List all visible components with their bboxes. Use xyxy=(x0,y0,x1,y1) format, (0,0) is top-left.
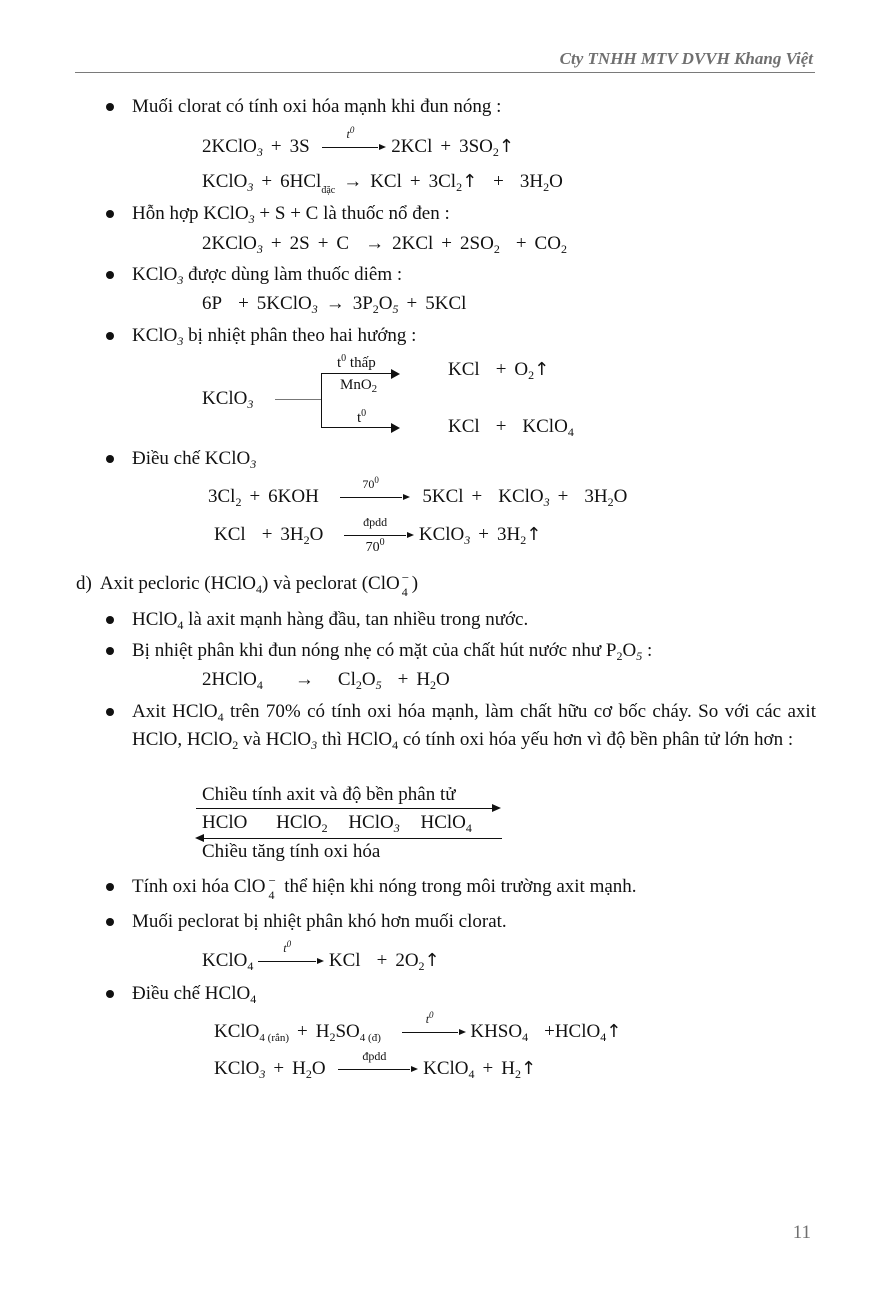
bullet-icon xyxy=(106,210,114,218)
acid-hclo: HClO xyxy=(202,812,248,833)
bullet-icon xyxy=(106,103,114,111)
bullet-icon xyxy=(106,990,114,998)
bullet-text: Điều chế KClO$_3$ xyxy=(132,448,257,471)
reaction-arrow: $70^0$ xyxy=(340,486,410,508)
bullet-icon xyxy=(106,647,114,655)
bullet-icon xyxy=(106,271,114,279)
bullet-icon xyxy=(106,616,114,624)
acid-hclo3: HClO$_3$ xyxy=(348,812,400,835)
gas-up-arrow-icon: ↑ xyxy=(462,171,478,192)
bullet-text: HClO$_4$ là axit mạnh hàng đầu, tan nhiều trong nước. xyxy=(132,609,529,632)
arrowhead-icon xyxy=(391,423,400,433)
equation-chlorate-sulfur: 2KClO$_3$ + 3S $t^0$ $2KCl + 3SO_2↑$ xyxy=(202,125,514,159)
equation-perchloric-decomposition: 2HClO$_4$ → $Cl_2O_5 + H_2O$ xyxy=(202,669,450,692)
reaction-arrow: đpdd $70^0$ xyxy=(344,524,414,546)
branch-catalyst: MnO$_2$ xyxy=(340,377,378,395)
equation-matches: 6P + 5KClO$_3$ → $3P_2O_5 + 5KCl$ xyxy=(202,293,467,316)
trend-top-label: Chiều tính axit và độ bền phân tử xyxy=(202,784,456,805)
page-number: 11 xyxy=(792,1222,811,1243)
bullet-text: Bị nhiệt phân khi đun nóng nhẹ có mặt của chất hút nước như $P_2O_5$ : xyxy=(132,640,653,663)
equation-chlorate-synthesis: $3Cl_2 + 6KOH$ $70^0$ 5KCl + KClO$_3$ + $3H_2O$ xyxy=(208,475,628,509)
equation-electrolysis-perchlorate: KClO$_3$ + $H_2O$ đpdd KClO$_4$ + $H_2↑$ xyxy=(214,1049,537,1081)
bullet-icon xyxy=(106,708,114,716)
bullet-text: Điều chế HClO$_4$ xyxy=(132,983,257,1006)
bullet-text: KClO$_3$ bị nhiệt phân theo hai hướng : xyxy=(132,325,417,348)
arrowhead-icon xyxy=(391,369,400,379)
gas-up-arrow-icon: ↑ xyxy=(606,1021,622,1042)
bullet-text: KClO$_3$ được dùng làm thuốc diêm : xyxy=(132,264,403,287)
reaction-arrow: $t^0$ xyxy=(322,136,386,158)
acid-hclo2: HClO$_2$ xyxy=(276,812,328,835)
bullet-icon xyxy=(106,918,114,926)
gas-up-arrow-icon: ↑ xyxy=(520,1058,537,1079)
arrowhead-right-icon xyxy=(492,804,501,812)
reaction-arrow: $t^0$ xyxy=(258,950,324,972)
bullet-icon xyxy=(106,332,114,340)
gas-up-arrow-icon: ↑ xyxy=(534,359,550,380)
bullet-paragraph: Axit HClO$_4$ trên 70% có tính oxi hóa mạnh, làm chất hữu cơ bốc cháy. So với các axit HClO, HClO$_2$ và HClO$_3$ thì HClO$_4$ có tính oxi hóa yếu hơn vì độ bền phân tử lớn hơn : xyxy=(132,701,816,752)
branch-top-condition: $t^0$ thấp xyxy=(337,353,376,371)
equation-perchlorate-decomposition: KClO$_4$ $t^0$ KCl + $2O_2↑$ xyxy=(202,939,440,973)
branch-bottom-condition: $t^0$ xyxy=(357,408,367,426)
publisher-name: Cty TNHH MTV DVVH Khang Việt xyxy=(559,49,813,68)
bullet-icon xyxy=(106,883,114,891)
trend-left-arrow xyxy=(204,838,502,839)
gas-up-arrow-icon: ↑ xyxy=(424,950,440,971)
branch-reactant: KClO$_3$ xyxy=(202,388,254,411)
bullet-icon xyxy=(106,455,114,463)
running-header xyxy=(75,46,815,73)
acid-hclo4: HClO$_4$ xyxy=(420,812,472,835)
branch-top-products: KCl + $O_2↑$ xyxy=(448,359,550,382)
gas-up-arrow-icon: ↑ xyxy=(526,524,542,545)
trend-right-arrow xyxy=(196,808,492,809)
gas-up-arrow-icon: ↑ xyxy=(498,136,514,157)
equation-perchloric-synthesis: KClO$_{4 (rắn)}$ + $H_2SO_{4 (đ)}$ $t^0$ $KHSO_4$ +HClO$_4$↑ xyxy=(214,1010,622,1044)
branch-vertical-line xyxy=(321,373,322,427)
bullet-text: Tính oxi hóa ClO − 4 thể hiện khi nóng trong môi trường axit mạnh. xyxy=(132,873,637,902)
reaction-arrow: $t^0$ xyxy=(402,1021,466,1043)
bullet-text: Muối peclorat bị nhiệt phân khó hơn muối clorat. xyxy=(132,911,507,932)
equation-electrolysis-chlorate: KCl + $3H_2O$ đpdd $70^0$ KClO$_3$ + $3H_2↑$ xyxy=(214,515,542,555)
section-heading: d) Axit pecloric (HClO$_4$) và peclorat (ClO − 4 ) xyxy=(76,570,419,599)
branch-stem-line xyxy=(275,399,321,400)
branch-bottom-products: KCl + KClO$_4$ xyxy=(448,416,574,439)
trend-bottom-label: Chiều tăng tính oxi hóa xyxy=(202,841,381,862)
bullet-text: Hỗn hợp KClO$_3$ + S + C là thuốc nổ đen : xyxy=(132,203,450,226)
branch-top-arrow xyxy=(321,373,393,374)
equation-chlorate-hcl: KClO$_3$ + 6HCl$_{đặc}$ → KCl + $3Cl_2↑ + 3H_2O$ xyxy=(202,171,563,196)
bullet-text: Muối clorat có tính oxi hóa mạnh khi đun nóng : xyxy=(132,96,502,117)
equation-black-powder: 2KClO$_3$ + $2S + C \to 2KCl + 2SO_2 + CO_2$ xyxy=(202,233,567,256)
reaction-arrow: đpdd xyxy=(338,1058,418,1080)
branch-bottom-arrow xyxy=(321,427,393,428)
trend-acids xyxy=(202,812,472,834)
